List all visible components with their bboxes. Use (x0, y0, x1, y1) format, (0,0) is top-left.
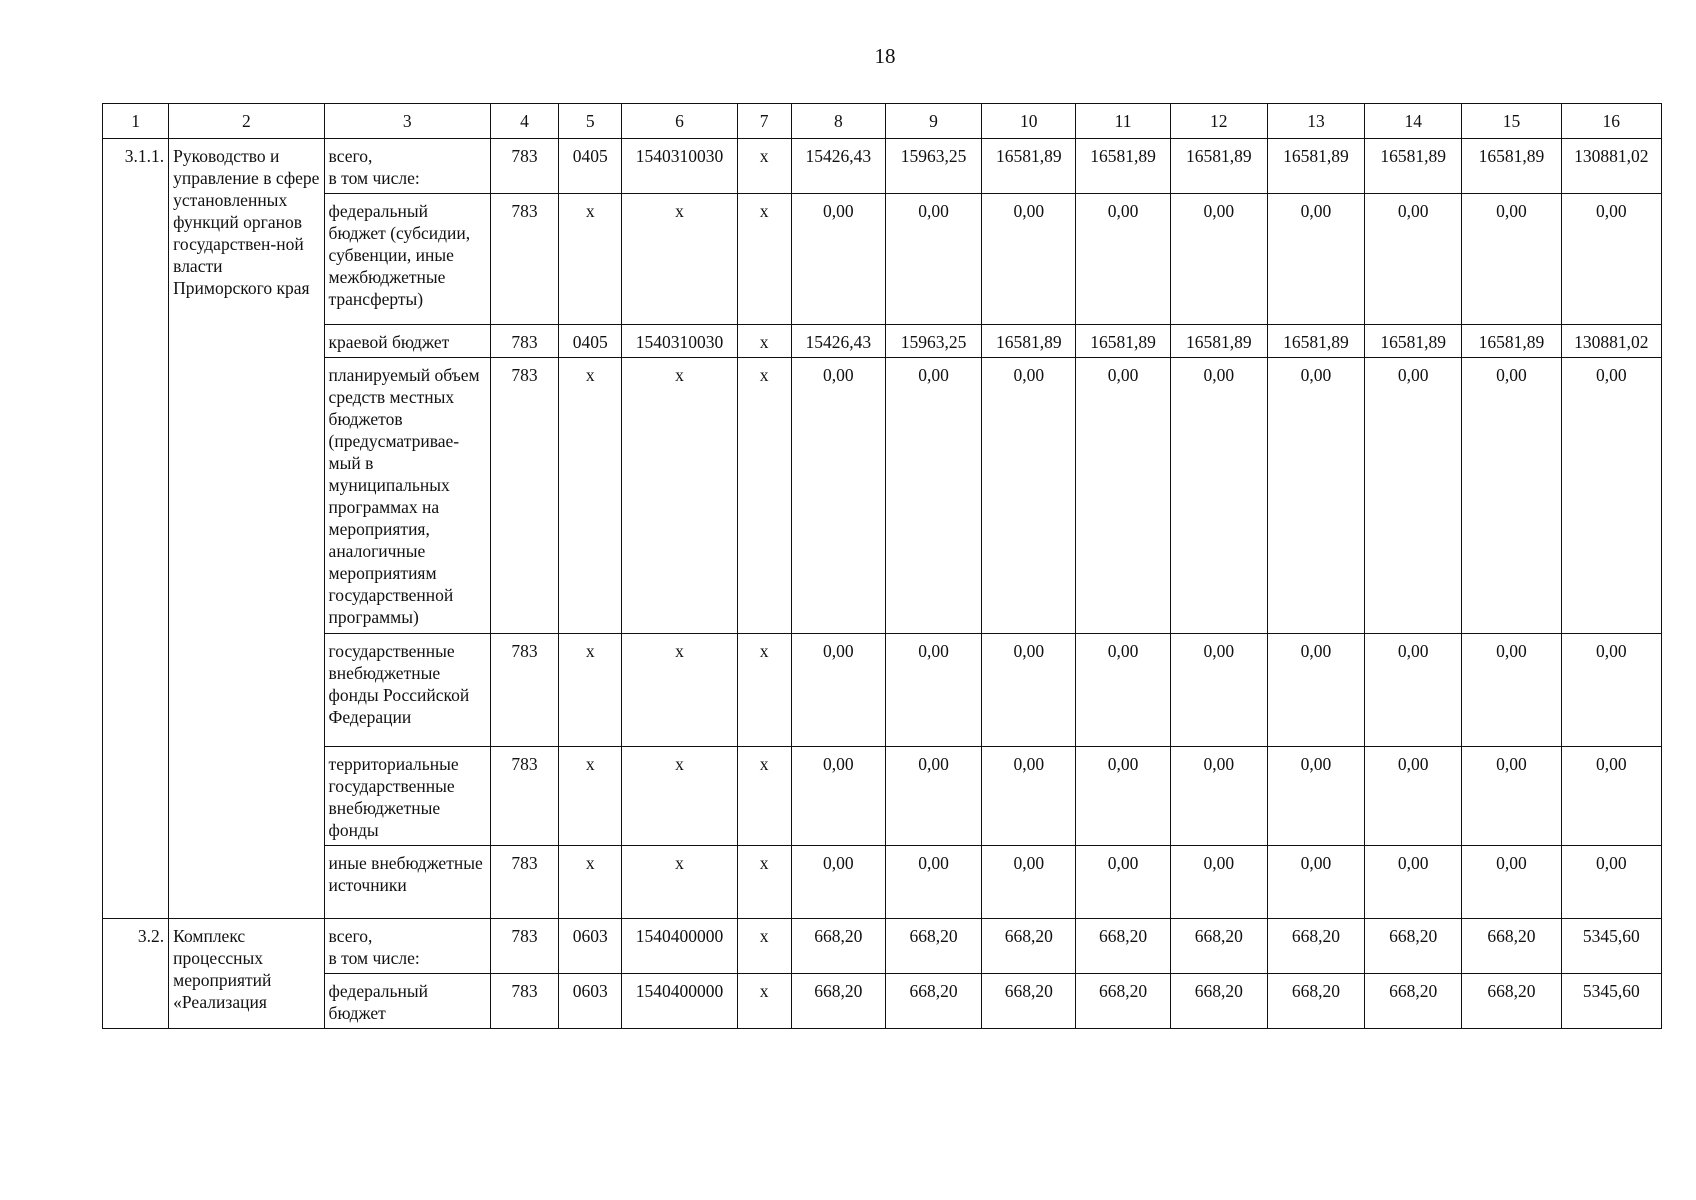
amount-cell: 0,00 (982, 634, 1076, 747)
section-code: 0603 (559, 974, 622, 1029)
amount-cell: 0,00 (1170, 194, 1267, 325)
table-row (103, 974, 1662, 1029)
amount-cell: 0,00 (791, 747, 885, 846)
column-header: 14 (1365, 104, 1462, 139)
section-code: 0603 (559, 919, 622, 974)
amount-cell: 0,00 (1462, 634, 1561, 747)
expense-type-code: x (737, 358, 791, 634)
amount-cell: 668,20 (1170, 919, 1267, 974)
amount-cell: 0,00 (1365, 634, 1462, 747)
amount-cell: 0,00 (1561, 846, 1661, 919)
amount-cell: 0,00 (1076, 358, 1170, 634)
expense-type-code: x (737, 846, 791, 919)
amount-cell: 0,00 (791, 634, 885, 747)
table-row (103, 919, 1662, 974)
amount-cell: 0,00 (1365, 358, 1462, 634)
expense-type-code: x (737, 919, 791, 974)
funding-source: краевой бюджет (324, 325, 490, 358)
amount-cell: 0,00 (1170, 358, 1267, 634)
amount-cell: 668,20 (982, 919, 1076, 974)
funding-source: федеральный бюджет (субсидии, субвенции, иные межбюджетные трансферты) (324, 194, 490, 325)
amount-cell: 0,00 (885, 846, 981, 919)
expense-type-code: x (737, 194, 791, 325)
amount-cell: 16581,89 (982, 325, 1076, 358)
column-header: 3 (324, 104, 490, 139)
amount-cell: 5345,60 (1561, 919, 1661, 974)
table-row (103, 194, 1662, 325)
amount-cell: 0,00 (1267, 194, 1364, 325)
column-header: 10 (982, 104, 1076, 139)
amount-cell: 0,00 (1076, 747, 1170, 846)
amount-cell: 668,20 (885, 919, 981, 974)
amount-cell: 668,20 (1462, 919, 1561, 974)
section-code: 0405 (559, 139, 622, 194)
grbs-code: 783 (490, 358, 558, 634)
column-header: 4 (490, 104, 558, 139)
amount-cell: 16581,89 (1076, 139, 1170, 194)
amount-cell: 668,20 (1076, 974, 1170, 1029)
amount-cell: 0,00 (1267, 846, 1364, 919)
section-code: x (559, 747, 622, 846)
amount-cell: 16581,89 (1170, 139, 1267, 194)
amount-cell: 0,00 (1170, 846, 1267, 919)
amount-cell: 0,00 (1170, 747, 1267, 846)
amount-cell: 668,20 (885, 974, 981, 1029)
amount-cell: 0,00 (885, 634, 981, 747)
amount-cell: 668,20 (1365, 919, 1462, 974)
budget-table (102, 103, 1662, 1029)
funding-source: всего, в том числе: (324, 919, 490, 974)
column-header: 7 (737, 104, 791, 139)
amount-cell: 0,00 (1365, 747, 1462, 846)
amount-cell: 668,20 (1462, 974, 1561, 1029)
target-article-code: 1540310030 (622, 325, 737, 358)
column-header: 15 (1462, 104, 1561, 139)
item-code: 3.1.1. (103, 139, 169, 919)
amount-cell: 16581,89 (1462, 139, 1561, 194)
amount-cell: 15963,25 (885, 139, 981, 194)
amount-cell: 0,00 (1076, 634, 1170, 747)
amount-cell: 15426,43 (791, 139, 885, 194)
amount-cell: 668,20 (982, 974, 1076, 1029)
amount-cell: 0,00 (1170, 634, 1267, 747)
column-header: 8 (791, 104, 885, 139)
table-row (103, 325, 1662, 358)
target-article-code: 1540310030 (622, 139, 737, 194)
column-header: 13 (1267, 104, 1364, 139)
expense-type-code: x (737, 139, 791, 194)
amount-cell: 0,00 (1462, 194, 1561, 325)
amount-cell: 16581,89 (982, 139, 1076, 194)
target-article-code: x (622, 358, 737, 634)
amount-cell: 0,00 (1561, 358, 1661, 634)
section-code: x (559, 634, 622, 747)
table-row (103, 358, 1662, 634)
amount-cell: 668,20 (1170, 974, 1267, 1029)
amount-cell: 130881,02 (1561, 325, 1661, 358)
table-row (103, 634, 1662, 747)
amount-cell: 16581,89 (1462, 325, 1561, 358)
amount-cell: 0,00 (1267, 747, 1364, 846)
grbs-code: 783 (490, 974, 558, 1029)
target-article-code: x (622, 194, 737, 325)
amount-cell: 0,00 (1267, 634, 1364, 747)
table-row (103, 846, 1662, 919)
amount-cell: 0,00 (1462, 358, 1561, 634)
amount-cell: 5345,60 (1561, 974, 1661, 1029)
funding-source: иные внебюджетные источники (324, 846, 490, 919)
target-article-code: 1540400000 (622, 974, 737, 1029)
amount-cell: 0,00 (1561, 747, 1661, 846)
amount-cell: 16581,89 (1170, 325, 1267, 358)
column-header: 12 (1170, 104, 1267, 139)
grbs-code: 783 (490, 747, 558, 846)
column-header: 16 (1561, 104, 1661, 139)
expense-type-code: x (737, 634, 791, 747)
section-code: x (559, 194, 622, 325)
funding-source: всего, в том числе: (324, 139, 490, 194)
item-code: 3.2. (103, 919, 169, 1029)
page-number: 18 (874, 44, 896, 68)
target-article-code: x (622, 634, 737, 747)
amount-cell: 668,20 (791, 919, 885, 974)
column-header: 11 (1076, 104, 1170, 139)
funding-source: федеральный бюджет (324, 974, 490, 1029)
amount-cell: 16581,89 (1267, 325, 1364, 358)
target-article-code: x (622, 747, 737, 846)
amount-cell: 16581,89 (1267, 139, 1364, 194)
table-row (103, 747, 1662, 846)
amount-cell: 0,00 (885, 747, 981, 846)
grbs-code: 783 (490, 194, 558, 325)
amount-cell: 0,00 (1365, 846, 1462, 919)
amount-cell: 0,00 (1462, 846, 1561, 919)
grbs-code: 783 (490, 325, 558, 358)
amount-cell: 668,20 (1267, 919, 1364, 974)
section-code: 0405 (559, 325, 622, 358)
amount-cell: 0,00 (1365, 194, 1462, 325)
amount-cell: 0,00 (1561, 194, 1661, 325)
section-code: x (559, 846, 622, 919)
grbs-code: 783 (490, 634, 558, 747)
amount-cell: 16581,89 (1365, 139, 1462, 194)
amount-cell: 0,00 (885, 358, 981, 634)
column-header: 9 (885, 104, 981, 139)
amount-cell: 0,00 (1076, 846, 1170, 919)
funding-source: планируемый объем средств местных бюджетов (предусматривае-мый в муниципальных программах на мероприятия, аналогичные мероприятиям государственной программы) (324, 358, 490, 634)
expense-type-code: x (737, 325, 791, 358)
amount-cell: 0,00 (885, 194, 981, 325)
amount-cell: 0,00 (982, 358, 1076, 634)
amount-cell: 0,00 (982, 747, 1076, 846)
amount-cell: 668,20 (791, 974, 885, 1029)
amount-cell: 0,00 (791, 358, 885, 634)
amount-cell: 15963,25 (885, 325, 981, 358)
grbs-code: 783 (490, 919, 558, 974)
amount-cell: 16581,89 (1365, 325, 1462, 358)
table-row (103, 139, 1662, 194)
amount-cell: 0,00 (1561, 634, 1661, 747)
amount-cell: 0,00 (791, 846, 885, 919)
column-header: 6 (622, 104, 737, 139)
amount-cell: 0,00 (791, 194, 885, 325)
amount-cell: 668,20 (1267, 974, 1364, 1029)
expense-type-code: x (737, 747, 791, 846)
item-name: Комплекс процессных мероприятий «Реализация (169, 919, 324, 1029)
grbs-code: 783 (490, 846, 558, 919)
table-header-row (103, 104, 1662, 139)
amount-cell: 0,00 (1076, 194, 1170, 325)
target-article-code: 1540400000 (622, 919, 737, 974)
funding-source: территориальные государственные внебюджетные фонды (324, 747, 490, 846)
amount-cell: 15426,43 (791, 325, 885, 358)
amount-cell: 0,00 (1267, 358, 1364, 634)
amount-cell: 0,00 (982, 194, 1076, 325)
column-header: 2 (169, 104, 324, 139)
amount-cell: 130881,02 (1561, 139, 1661, 194)
column-header: 5 (559, 104, 622, 139)
funding-source: государственные внебюджетные фонды Российской Федерации (324, 634, 490, 747)
amount-cell: 16581,89 (1076, 325, 1170, 358)
amount-cell: 668,20 (1365, 974, 1462, 1029)
item-name: Руководство и управление в сфере установленных функций органов государствен-ной власти Приморского края (169, 139, 324, 919)
section-code: x (559, 358, 622, 634)
expense-type-code: x (737, 974, 791, 1029)
amount-cell: 668,20 (1076, 919, 1170, 974)
grbs-code: 783 (490, 139, 558, 194)
amount-cell: 0,00 (982, 846, 1076, 919)
target-article-code: x (622, 846, 737, 919)
amount-cell: 0,00 (1462, 747, 1561, 846)
column-header: 1 (103, 104, 169, 139)
